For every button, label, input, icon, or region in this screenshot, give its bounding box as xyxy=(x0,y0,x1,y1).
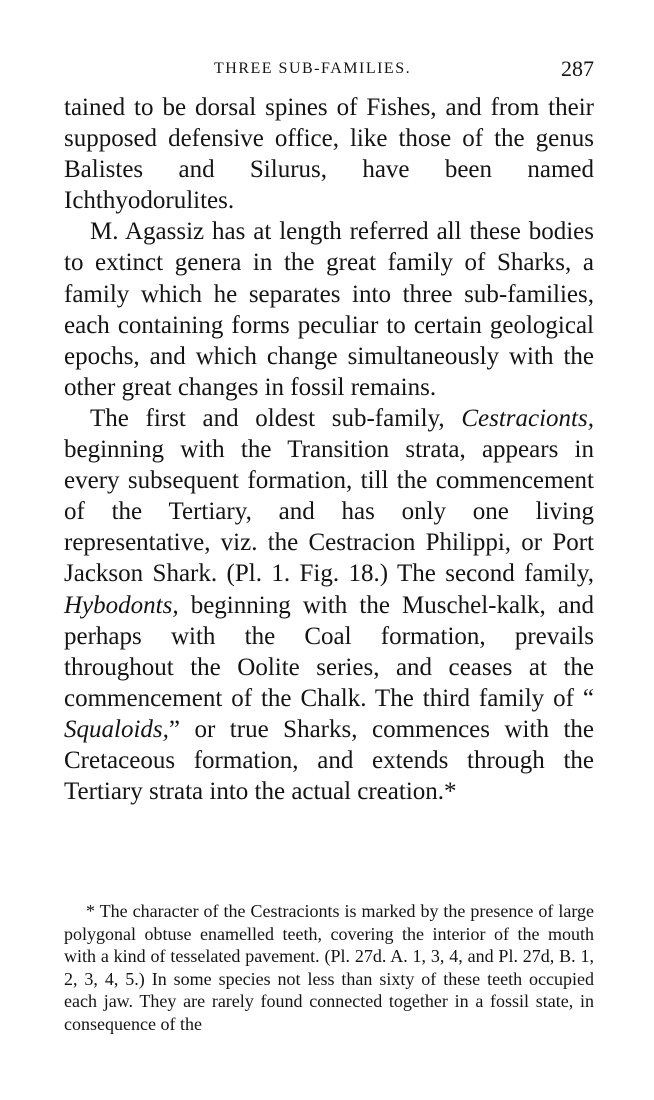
text-segment: beginning with the Transition strata, appears in every subsequent formation, till the commencement of the Tertiary, and has only one living representative, viz. the Cestracion Philippi, or Port Jackson Shark. (Pl. 1. Fig. 18.) The second family, xyxy=(64,436,594,588)
page-number: 287 xyxy=(561,56,594,81)
text-segment: beginning with the Muschel-kalk, and perhaps with the Coal formation, prevails throughout the Oolite series, and ceases at the commencement of the Chalk. The third family of “ xyxy=(64,591,594,712)
term-cestracionts: Cestracionts, xyxy=(461,404,594,432)
term-squaloids: Squaloids, xyxy=(64,715,169,743)
text-segment: The first and oldest sub-family, xyxy=(90,404,462,432)
running-title: THREE SUB-FAMILIES. xyxy=(214,60,412,77)
term-hybodonts: Hybodonts, xyxy=(64,591,179,619)
paragraph-agassiz: M. Agassiz has at length referred all these bodies to extinct genera in the great family of Sharks, a family which he separates into three sub-families, each containing forms peculiar to certain geological epochs, and which change simultaneously with the other great changes in fossil remains. xyxy=(64,218,594,401)
paragraph-continued: tained to be dorsal spines of Fishes, and from their supposed defensive office, like those of the genus Balistes and Silurus, have been named Ichthyodorulites. xyxy=(64,94,594,215)
running-head xyxy=(64,56,594,86)
text-segment: ” or true Sharks, commences with the Cretaceous formation, and extends through the Tertiary strata into the actual creation.* xyxy=(64,715,594,806)
footnote: * The character of the Cestracionts is marked by the presence of large polygonal obtuse enamelled teeth, covering the interior of the mouth with a kind of tesselated pavement. (Pl. 27d. A. 1, 3, 4, and Pl. 27d, B. 1, 2, 3, 4, 5.) In some species not less than sixty of these teeth occupied each jaw. They are rarely found connected together in a fossil state, in consequence of the xyxy=(64,901,594,1034)
paragraph-sub-families xyxy=(64,403,594,807)
main-text xyxy=(64,92,594,807)
